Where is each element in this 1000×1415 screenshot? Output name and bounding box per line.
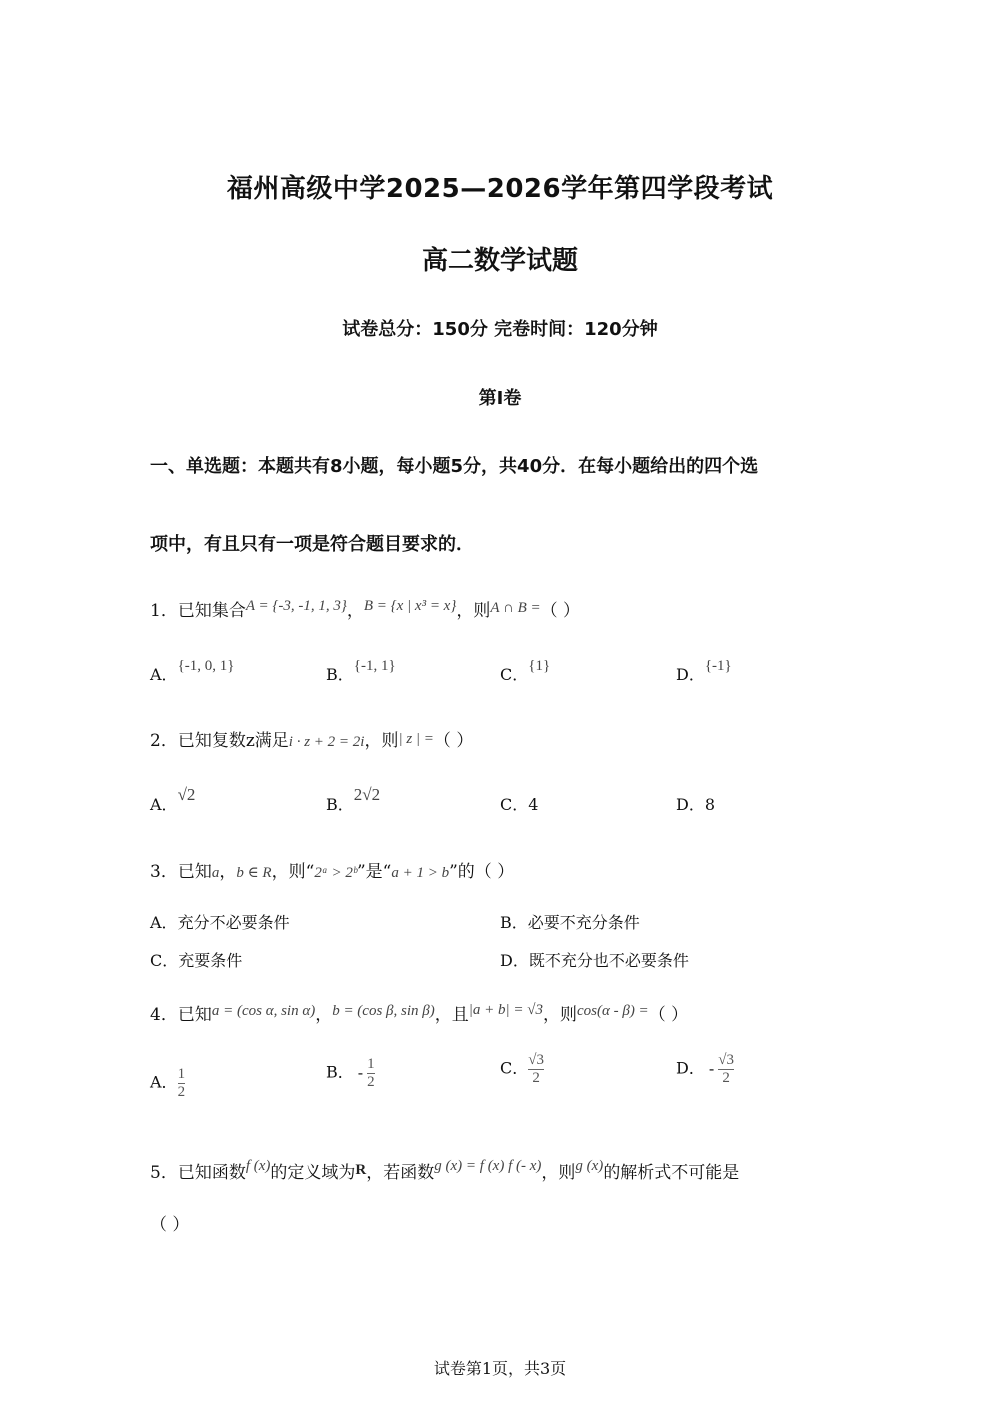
fraction-denominator: 2 — [367, 1073, 375, 1090]
q4-norm: |a + b| = √3 — [468, 1002, 543, 1018]
q5-prefix: 5．已知函数 — [150, 1163, 246, 1183]
option-sign: - — [708, 1058, 715, 1078]
q3-suffix: ”的（ ） — [449, 862, 515, 882]
q3-sep: ， — [219, 862, 237, 882]
option-label: D． — [676, 795, 705, 814]
q2-option-c[interactable] — [500, 792, 538, 815]
exam-title: 福州高级中学2025—2026学年第四学段考试 — [226, 174, 774, 204]
q1-option-c[interactable] — [500, 658, 551, 685]
option-label: D． — [676, 1058, 705, 1078]
q4-option-c[interactable] — [500, 1052, 544, 1086]
q3-mid: ，则“ — [271, 862, 315, 882]
option-value: 2√2 — [353, 785, 381, 804]
q2-prefix: 2．已知复数z满足 — [150, 731, 289, 751]
question-4 — [150, 1000, 688, 1025]
q5-f: f (x) — [245, 1158, 271, 1174]
q1-option-a[interactable] — [150, 658, 235, 685]
option-value: 既不充分也不必要条件 — [528, 951, 689, 970]
q4-paren: （ ） — [648, 1005, 689, 1025]
q3-option-c[interactable] — [150, 948, 242, 971]
option-fraction — [178, 1066, 186, 1100]
option-fraction — [367, 1056, 375, 1090]
option-value: {-1} — [704, 658, 732, 674]
question-3 — [150, 857, 514, 882]
q3-mid2: ”是“ — [356, 862, 392, 882]
option-label: B． — [326, 665, 354, 684]
volume-label: 第Ⅰ卷 — [478, 388, 522, 409]
option-label: C． — [500, 665, 529, 684]
q5-g-def: g (x) = f (x) f (- x) — [434, 1158, 542, 1174]
fraction-numerator: √3 — [528, 1052, 544, 1068]
q4-vector-b: b = (cos β, sin β) — [332, 1003, 435, 1019]
option-value: 4 — [528, 795, 539, 814]
q5-suffix: 的解析式不可能是 — [603, 1163, 740, 1183]
q1-option-d[interactable] — [676, 658, 732, 685]
q4-sep: ， — [315, 1005, 333, 1025]
q3-cond2: a + 1 > b — [391, 865, 450, 881]
q4-mid2: ，则 — [542, 1005, 577, 1025]
option-label: B． — [500, 913, 528, 932]
option-label: C． — [500, 795, 529, 814]
option-fraction — [718, 1052, 734, 1086]
question-1 — [150, 596, 580, 621]
option-label: B． — [326, 1062, 354, 1082]
q1-option-b[interactable] — [326, 658, 396, 685]
option-sign: - — [357, 1062, 364, 1082]
q4-option-d[interactable] — [676, 1052, 734, 1086]
exam-subtitle: 高二数学试题 — [421, 246, 578, 276]
section-heading-line1: 一、单选题：本题共有8小题，每小题5分，共40分．在每小题给出的四个选 — [150, 456, 759, 477]
option-value: √2 — [177, 785, 196, 804]
fraction-numerator: 1 — [367, 1056, 375, 1072]
q5-mid: 的定义域为 — [270, 1163, 356, 1183]
fraction-numerator: 1 — [177, 1066, 186, 1082]
q3-option-b[interactable] — [500, 910, 640, 933]
fraction-denominator: 2 — [722, 1069, 730, 1086]
q2-option-b[interactable] — [326, 785, 381, 815]
exam-info: 试卷总分：150分 完卷时间：120分钟 — [342, 319, 658, 340]
q1-set-b: B = {x | x³ = x} — [363, 598, 457, 614]
q5-g: g (x) — [575, 1158, 604, 1174]
q4-expr: cos(α - β) = — [576, 1003, 649, 1019]
option-label: C． — [150, 951, 179, 970]
q3-a: a — [211, 865, 220, 881]
option-label: B． — [326, 795, 354, 814]
q5-paren: （ ） — [150, 1215, 190, 1235]
q5-mid2: ，若函数 — [366, 1163, 435, 1183]
q4-option-b[interactable] — [326, 1056, 375, 1090]
option-value: {1} — [528, 658, 551, 674]
option-value: 8 — [704, 795, 716, 814]
q2-equation: i · z + 2 = 2i — [288, 734, 365, 750]
q3-cond1: 2ᵃ > 2ᵇ — [314, 865, 357, 881]
q1-mid: ，则 — [456, 601, 491, 621]
q2-option-d[interactable] — [676, 792, 715, 815]
option-label: A． — [150, 665, 178, 684]
q4-prefix: 4．已知 — [150, 1005, 212, 1025]
q2-expr: | z | = — [398, 731, 434, 747]
q2-option-a[interactable] — [150, 785, 196, 815]
option-value: 必要不充分条件 — [527, 913, 640, 932]
fraction-denominator: 2 — [177, 1083, 186, 1100]
question-2 — [150, 726, 473, 751]
option-label: A． — [150, 913, 178, 932]
q5-mid3: ，则 — [541, 1163, 576, 1183]
option-fraction — [528, 1052, 544, 1086]
fraction-numerator: √3 — [718, 1052, 734, 1068]
question-5 — [150, 1158, 739, 1183]
option-value: 充要条件 — [178, 951, 243, 970]
q4-mid: ，且 — [434, 1005, 469, 1025]
q3-b: b ∈ R — [236, 865, 272, 881]
option-label: C． — [500, 1058, 529, 1078]
option-label: A． — [150, 1072, 178, 1092]
option-value: 充分不必要条件 — [177, 913, 290, 932]
q2-paren: （ ） — [433, 731, 474, 751]
option-value: {-1, 0, 1} — [177, 658, 235, 674]
fraction-denominator: 2 — [532, 1069, 540, 1086]
q5-r: R — [355, 1162, 367, 1178]
option-label: D． — [676, 665, 705, 684]
page-footer: 试卷第1页，共3页 — [433, 1359, 567, 1378]
q1-expr: A ∩ B = — [490, 600, 541, 616]
q3-option-d[interactable] — [500, 948, 689, 971]
q1-comma: ， — [346, 601, 364, 621]
q2-mid: ，则 — [364, 731, 399, 751]
q1-prefix: 1．已知集合 — [150, 601, 246, 621]
q4-option-a[interactable] — [150, 1066, 185, 1100]
q4-vector-a: a = (cos α, sin α) — [211, 1003, 316, 1019]
q3-prefix: 3．已知 — [150, 862, 212, 882]
option-label: D． — [500, 951, 529, 970]
option-label: A． — [150, 795, 178, 814]
q3-option-a[interactable] — [150, 910, 290, 933]
q1-set-a: A = {-3, -1, 1, 3} — [245, 598, 347, 614]
section-heading-line2: 项中，有且只有一项是符合题目要求的． — [150, 534, 474, 555]
option-value: {-1, 1} — [353, 658, 396, 674]
q1-paren: （ ） — [540, 601, 581, 621]
